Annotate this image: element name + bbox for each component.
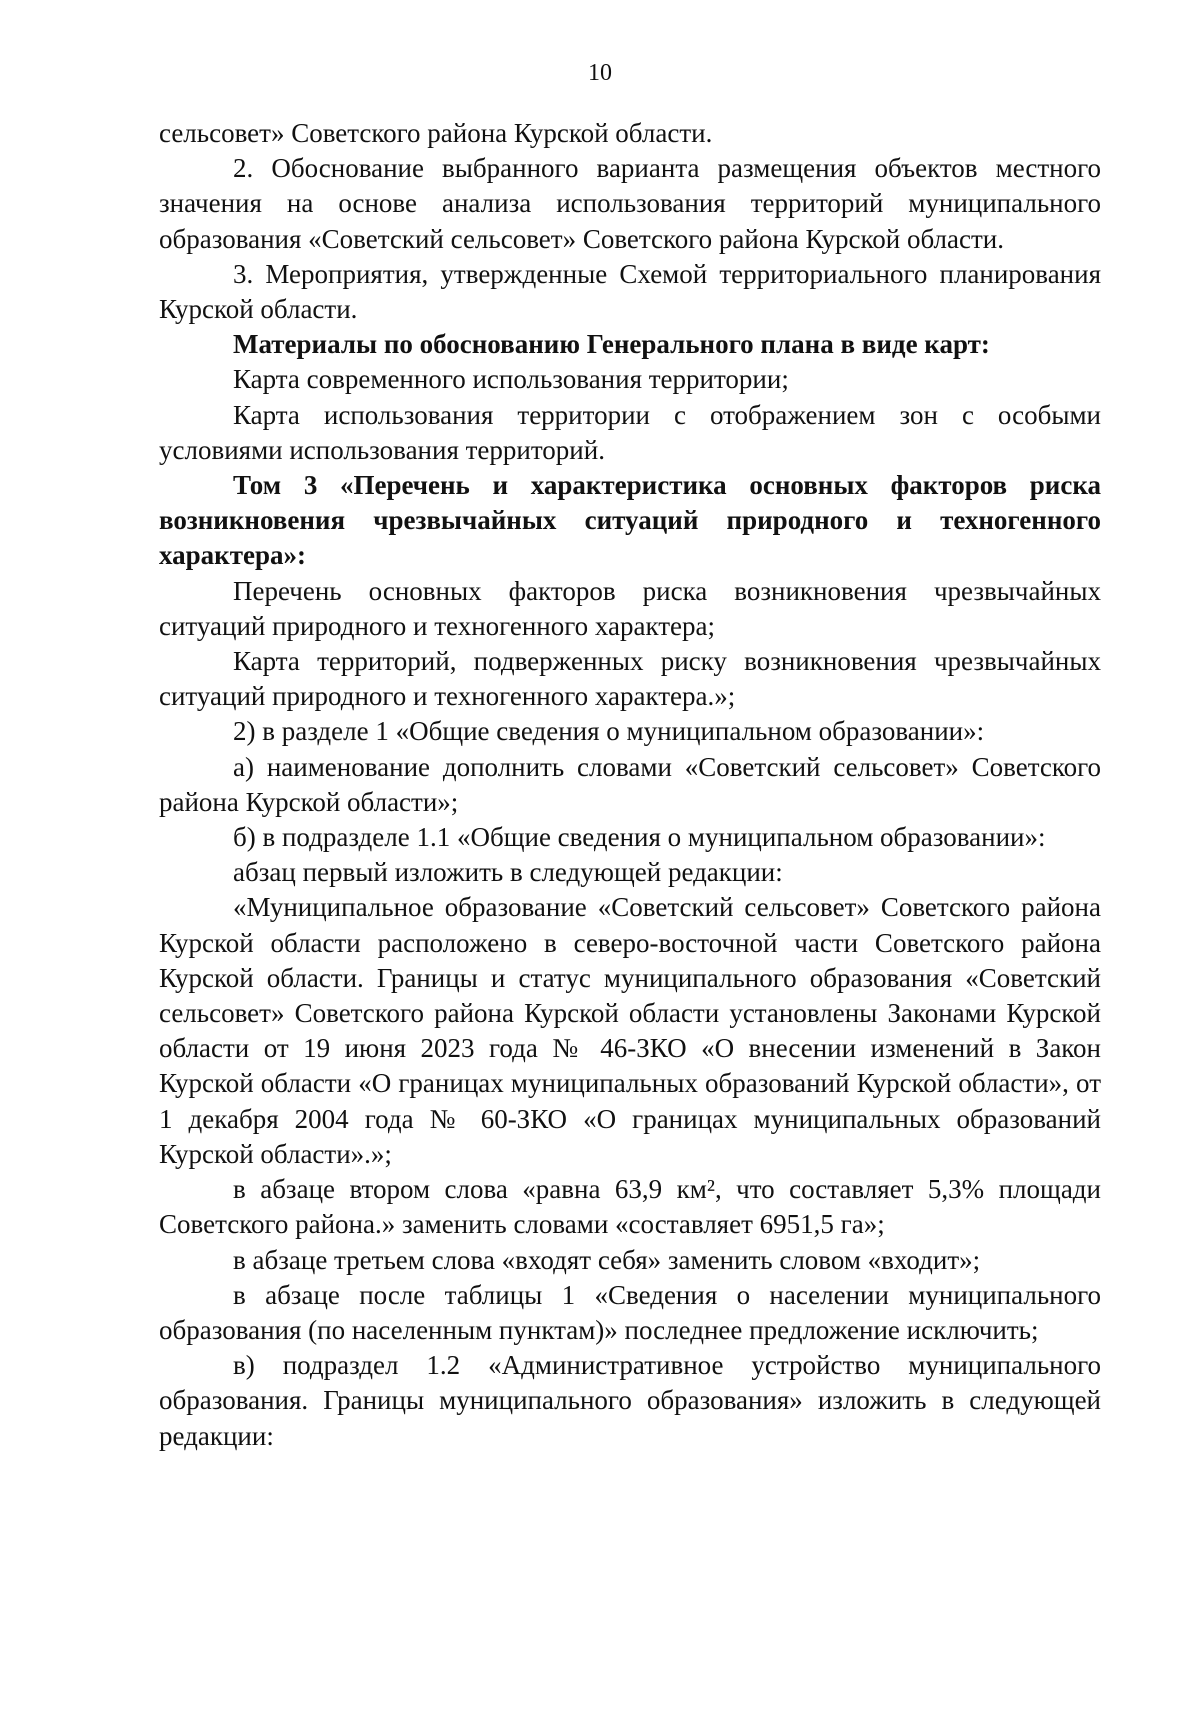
section-heading: Том 3 «Перечень и характеристика основных факторов риска возникновения чрезвычайных ситуаций природного и техногенного характера»: bbox=[159, 470, 1101, 571]
section-heading: Материалы по обоснованию Генерального плана в виде карт: bbox=[233, 329, 990, 360]
paragraph: «Муниципальное образование «Советский сельсовет» Советского района Курской области расположено в северо-восточной части Советского района Курской области. Границы и статус муниципального образования «Советский сельсовет» Советского района Курской области установлены Законами Курской области от 19 июня 2023 года № 46-ЗКО «О внесении изменений в Закон Курской области «О границах муниципальных образований Курской области», от 1 декабря 2004 года № 60-ЗКО «О границах муниципальных образований Курской области».»; bbox=[159, 892, 1101, 1169]
paragraph: Карта территорий, подверженных риску возникновения чрезвычайных ситуаций природного и техногенного характера.»; bbox=[159, 646, 1101, 712]
paragraph: 2. Обоснование выбранного варианта размещения объектов местного значения на основе анализа использования территорий муниципального образования «Советский сельсовет» Советского района Курской области. bbox=[159, 153, 1101, 254]
paragraph: сельсовет» Советского района Курской области. bbox=[159, 118, 713, 148]
body-text bbox=[159, 116, 1101, 1454]
paragraph: Перечень основных факторов риска возникновения чрезвычайных ситуаций природного и техногенного характера; bbox=[159, 575, 1101, 641]
paragraph: а) наименование дополнить словами «Советский сельсовет» Советского района Курской области»; bbox=[159, 751, 1101, 817]
paragraph: в абзаце после таблицы 1 «Сведения о населении муниципального образования (по населенным пунктам)» последнее предложение исключить; bbox=[159, 1279, 1101, 1345]
page-number: 10 bbox=[588, 60, 612, 86]
paragraph: 2) в разделе 1 «Общие сведения о муниципальном образовании»: bbox=[233, 716, 985, 747]
paragraph: Карта использования территории с отображением зон с особыми условиями использования территорий. bbox=[159, 399, 1101, 465]
paragraph: абзац первый изложить в следующей редакции: bbox=[233, 857, 783, 888]
paragraph: в) подраздел 1.2 «Административное устройство муниципального образования. Границы муниципального образования» изложить в следующей редакции: bbox=[159, 1350, 1101, 1451]
paragraph: в абзаце третьем слова «входят себя» заменить словом «входит»; bbox=[233, 1244, 981, 1275]
paragraph: Карта современного использования территории; bbox=[233, 364, 789, 395]
paragraph: б) в подразделе 1.1 «Общие сведения о муниципальном образовании»: bbox=[233, 822, 1046, 853]
paragraph: 3. Мероприятия, утвержденные Схемой территориального планирования Курской области. bbox=[159, 258, 1101, 325]
paragraph: в абзаце втором слова «равна 63,9 км², что составляет 5,3% площади Советского района.» заменить словами «составляет 6951,5 га»; bbox=[159, 1174, 1101, 1240]
